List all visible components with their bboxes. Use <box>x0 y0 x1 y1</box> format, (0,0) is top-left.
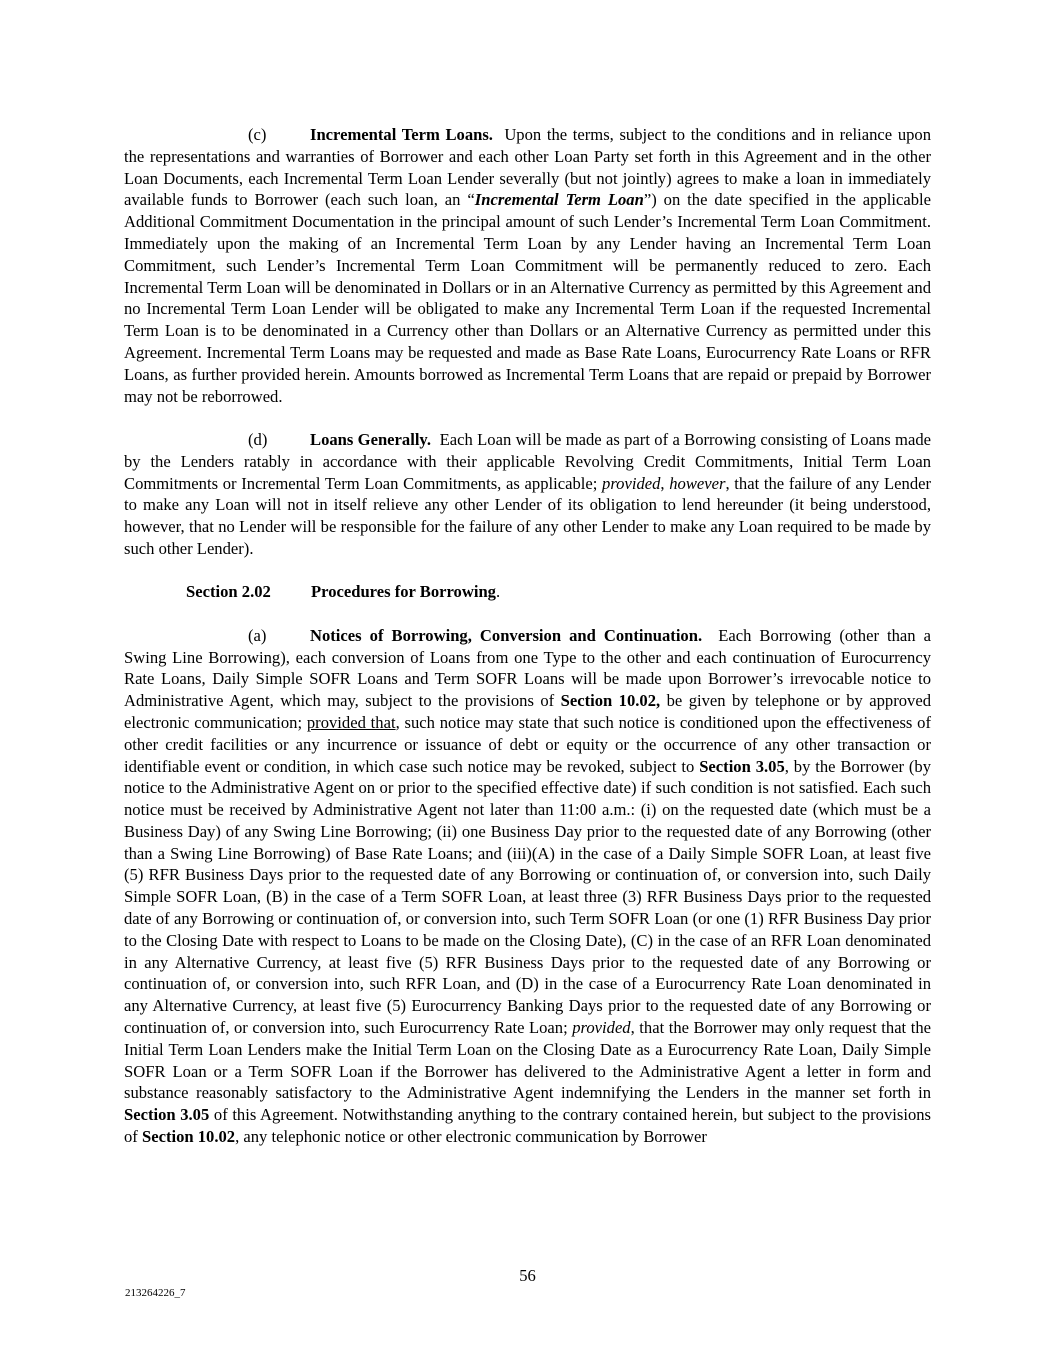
paragraph-text: Each Borrowing (other than a Swing Line Borrowing), each conversion of Loans from one Type to the other and each continuation of Eurocurrency Rate Loans, Daily Simple SOFR Loans and Term SOFR Loans will be made upon Borrower’s irrevocable notice to Administrative Agent, which may, subject to the provisions of <box>124 625 932 711</box>
paragraph-text: Each Loan will be made as part of a Borrowing consisting of Loans made by the Lenders ratably in accordance with their applicable Revolving Credit Commitments, Initial Term Loan Commitments or Incremental Term Loan Commitments, as applicable; <box>124 429 931 493</box>
paragraph-marker: (a) <box>248 625 267 645</box>
underlined-term: provided that <box>306 712 396 732</box>
paragraph-label <box>124 429 310 451</box>
paragraph-text: , such notice may state that such notice is conditioned upon the effectiveness of other credit facilities or any incurrence or issuance of debt or equity or the occurrence of any other transaction or identifiable event or condition, in which case such notice may be revoked, subject to <box>124 712 931 776</box>
paragraph-text: be given by telephone or by approved electronic communication; <box>124 691 931 732</box>
section-title: Procedures for Borrowing <box>311 582 496 602</box>
italic-term: provided <box>602 473 661 493</box>
paragraph-marker: (d) <box>248 429 268 449</box>
paragraph-a <box>124 625 931 1148</box>
page-number: 56 <box>519 1266 536 1285</box>
paragraph-text: , that the Borrower may only request that the Initial Term Loan Lenders make the Initial Term Loan on the Closing Date as a Eurocurrency Rate Loan, Daily Simple SOFR Loan or a Term SOFR Loan if the Borrower has delivered to the Administrative Agent a letter in form and substance reasonably satisfactory to the Administrative Agent indemnifying the Lenders in the manner set forth in <box>124 1018 931 1103</box>
section-number: Section 2.02 <box>186 582 271 602</box>
paragraph-heading: Incremental Term Loans. <box>310 125 493 144</box>
italic-term: however <box>669 473 726 493</box>
paragraph-text: , <box>660 473 670 493</box>
paragraph-c <box>124 124 931 407</box>
section-reference: Section 3.05 <box>124 1105 210 1125</box>
paragraph-text: Upon the terms, subject to the conditions and in reliance upon the representations and warranties of Borrower and each other Loan Party set forth in this Agreement and in the other Loan Documents, each Incremental Term Loan Lender severally (but not jointly) agrees to make a loan in immediately available funds to Borrower (each such loan, an “ <box>124 125 932 210</box>
paragraph-text: , any telephonic notice or other electronic communication by Borrower <box>235 1127 707 1147</box>
paragraph-label <box>124 625 310 647</box>
paragraph-heading: Notices of Borrowing, Conversion and Continuation. <box>310 625 703 645</box>
paragraph-text: , that the failure of any Lender to make any Loan will not in itself relieve any other Lender of its obligation to lend hereunder (it being understood, however, that no Lender will be responsible for the failure of any other Lender to make any Loan required to be made by such other Lender). <box>124 473 932 558</box>
paragraph-text: , by the Borrower (by notice to the Administrative Agent on or prior to the specified effective date) if such condition is not satisfied. Each such notice must be received by Administrative Agent not later than 11:00 a.m.: (i) on the requested date (which must be a Business Day) of any Swing Line Borrowing; (ii) one Business Day prior to the requested date of any Borrowing (other than a Swing Line Borrowing) of Base Rate Loans; and (iii)(A) in the case of a Daily Simple SOFR Loan, at least five (5) RFR Business Days prior to the requested date of any Borrowing or continuation of, or conversion into, such Daily Simple SOFR Loan, (B) in the case of a Term SOFR Loan, at least three (3) RFR Business Days prior to the requested date of any Borrowing or continuation of, or conversion into, such Term SOFR Loan (or one (1) RFR Business Day prior to the Closing Date with respect to Loans to be made on the Closing Date), (C) in the case of an RFR Loan denominated in any Alternative Currency, at least five (5) RFR Business Days prior to the requested date of any Borrowing or continuation of, or conversion into, such RFR Loan, and (D) in the case of a Eurocurrency Rate Loan denominated in any Alternative Currency, at least five (5) Eurocurrency Banking Days prior to the requested date of any Borrowing or continuation of, or conversion into, such Eurocurrency Rate Loan; <box>124 756 931 1038</box>
section-reference: Section 3.05 <box>699 756 785 776</box>
paragraph-text: of this Agreement. Notwithstanding anything to the contrary contained herein, but subject to the provisions of <box>124 1105 931 1147</box>
paragraph-label <box>124 124 310 146</box>
section-reference: Section 10.02, <box>560 691 661 711</box>
document-id: 213264226_7 <box>125 1287 186 1299</box>
paragraph-d <box>124 429 931 560</box>
defined-term: Incremental Term Loan <box>474 190 644 210</box>
document-page <box>124 124 931 1169</box>
italic-term: provided <box>572 1018 631 1038</box>
paragraph-text: ”) on the date specified in the applicable Additional Commitment Documentation in the principal amount of such Lender’s Incremental Term Loan Commitment. Immediately upon the making of an Incremental Term Loan by any Lender having an Incremental Term Loan Commitment, such Lender’s Incremental Term Loan Commitment will be permanently reduced to zero. Each Incremental Term Loan will be denominated in Dollars or in an Alternative Currency as permitted by this Agreement and no Incremental Term Loan Lender will be obligated to make any Incremental Term Loan if the requested Incremental Term Loan is to be denominated in a Currency other than Dollars or an Alternative Currency as permitted under this Agreement. Incremental Term Loans may be requested and made as Base Rate Loans, Eurocurrency Rate Loans or RFR Loans, as further provided herein. Amounts borrowed as Incremental Term Loans that are repaid or prepaid by Borrower may not be reborrowed. <box>124 190 931 406</box>
paragraph-heading: Loans Generally. <box>310 429 431 449</box>
section-period: . <box>495 582 501 602</box>
section-reference: Section 10.02 <box>141 1127 236 1147</box>
paragraph-marker: (c) <box>248 125 267 144</box>
section-heading <box>124 581 931 603</box>
